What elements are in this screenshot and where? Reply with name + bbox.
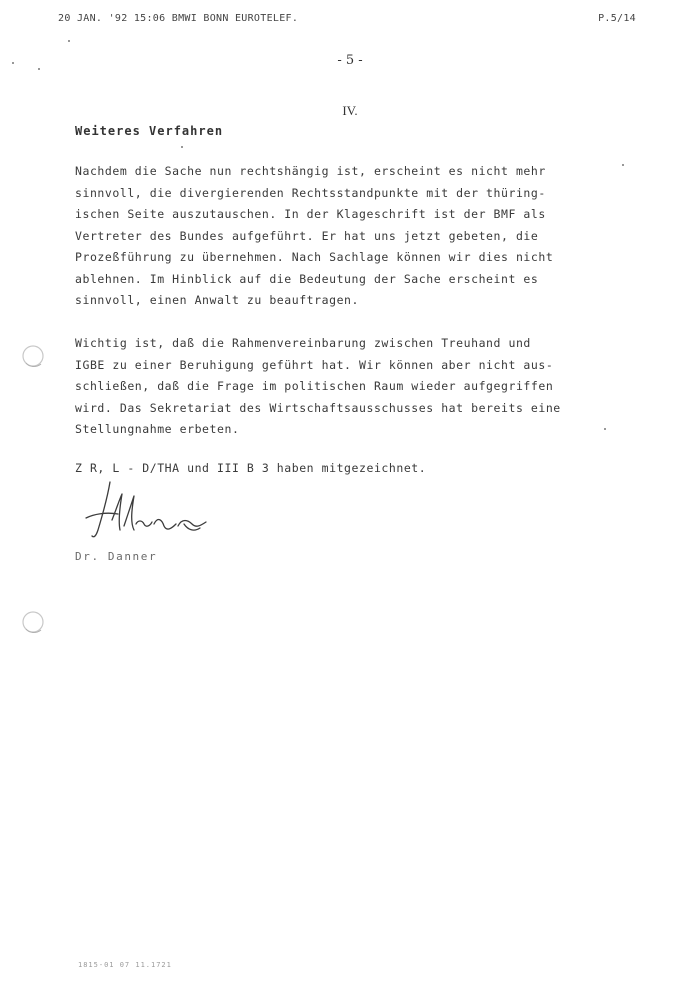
paragraph-proceedings	[75, 161, 635, 312]
text-line: sinnvoll, die divergierenden Rechtsstandpunkte mit der thüring-	[75, 185, 546, 200]
section-title: Weiteres Verfahren	[75, 124, 224, 138]
text-line: ablehnen. Im Hinblick auf die Bedeutung der Sache erscheint es	[75, 271, 539, 286]
fax-page-counter: P.5/14	[598, 13, 636, 24]
text-line: sinnvoll, einen Anwalt zu beauftragen.	[75, 293, 359, 307]
punch-hole-icon	[20, 343, 46, 369]
fax-header	[58, 13, 636, 24]
scan-speck	[604, 428, 606, 430]
text-line: schließen, daß die Frage im politischen Raum wieder aufgegriffen	[75, 379, 554, 393]
fax-transmission-line: 20 JAN. '92 15:06 BMWI BONN EUROTELEF.	[58, 13, 299, 24]
text-line: IGBE zu einer Beruhigung geführt hat. Wir können aber nicht aus-	[75, 357, 554, 372]
signer-name: Dr. Danner	[75, 550, 158, 563]
paragraph-agreement	[75, 333, 635, 441]
text-line: ischen Seite auszutauschen. In der Klageschrift ist der BMF als	[75, 207, 546, 221]
handwritten-signature	[72, 480, 212, 548]
punch-hole-icon	[20, 609, 46, 635]
text-line: Vertreter des Bundes aufgeführt. Er hat uns jetzt gebeten, die	[75, 228, 539, 243]
cosign-note: Z R, L - D/THA und III B 3 haben mitgezeichnet.	[75, 461, 427, 475]
scan-speck	[38, 68, 40, 70]
text-line: Wichtig ist, daß die Rahmenvereinbarung zwischen Treuhand und	[75, 336, 531, 350]
text-line: Stellungnahme erbeten.	[75, 422, 240, 436]
scan-speck	[12, 62, 14, 64]
scan-speck	[68, 40, 70, 42]
footer-code: 1815-01 07 11.1721	[78, 961, 172, 969]
scan-speck	[181, 146, 183, 148]
section-number: IV.	[342, 103, 358, 118]
text-line: Prozeßführung zu übernehmen. Nach Sachlage können wir dies nicht	[75, 250, 554, 264]
scan-speck	[622, 164, 624, 166]
text-line: Nachdem die Sache nun rechtshängig ist, erscheint es nicht mehr	[75, 164, 546, 178]
text-line: wird. Das Sekretariat des Wirtschaftsausschusses hat bereits eine	[75, 400, 561, 415]
page-number: - 5 -	[337, 53, 363, 68]
